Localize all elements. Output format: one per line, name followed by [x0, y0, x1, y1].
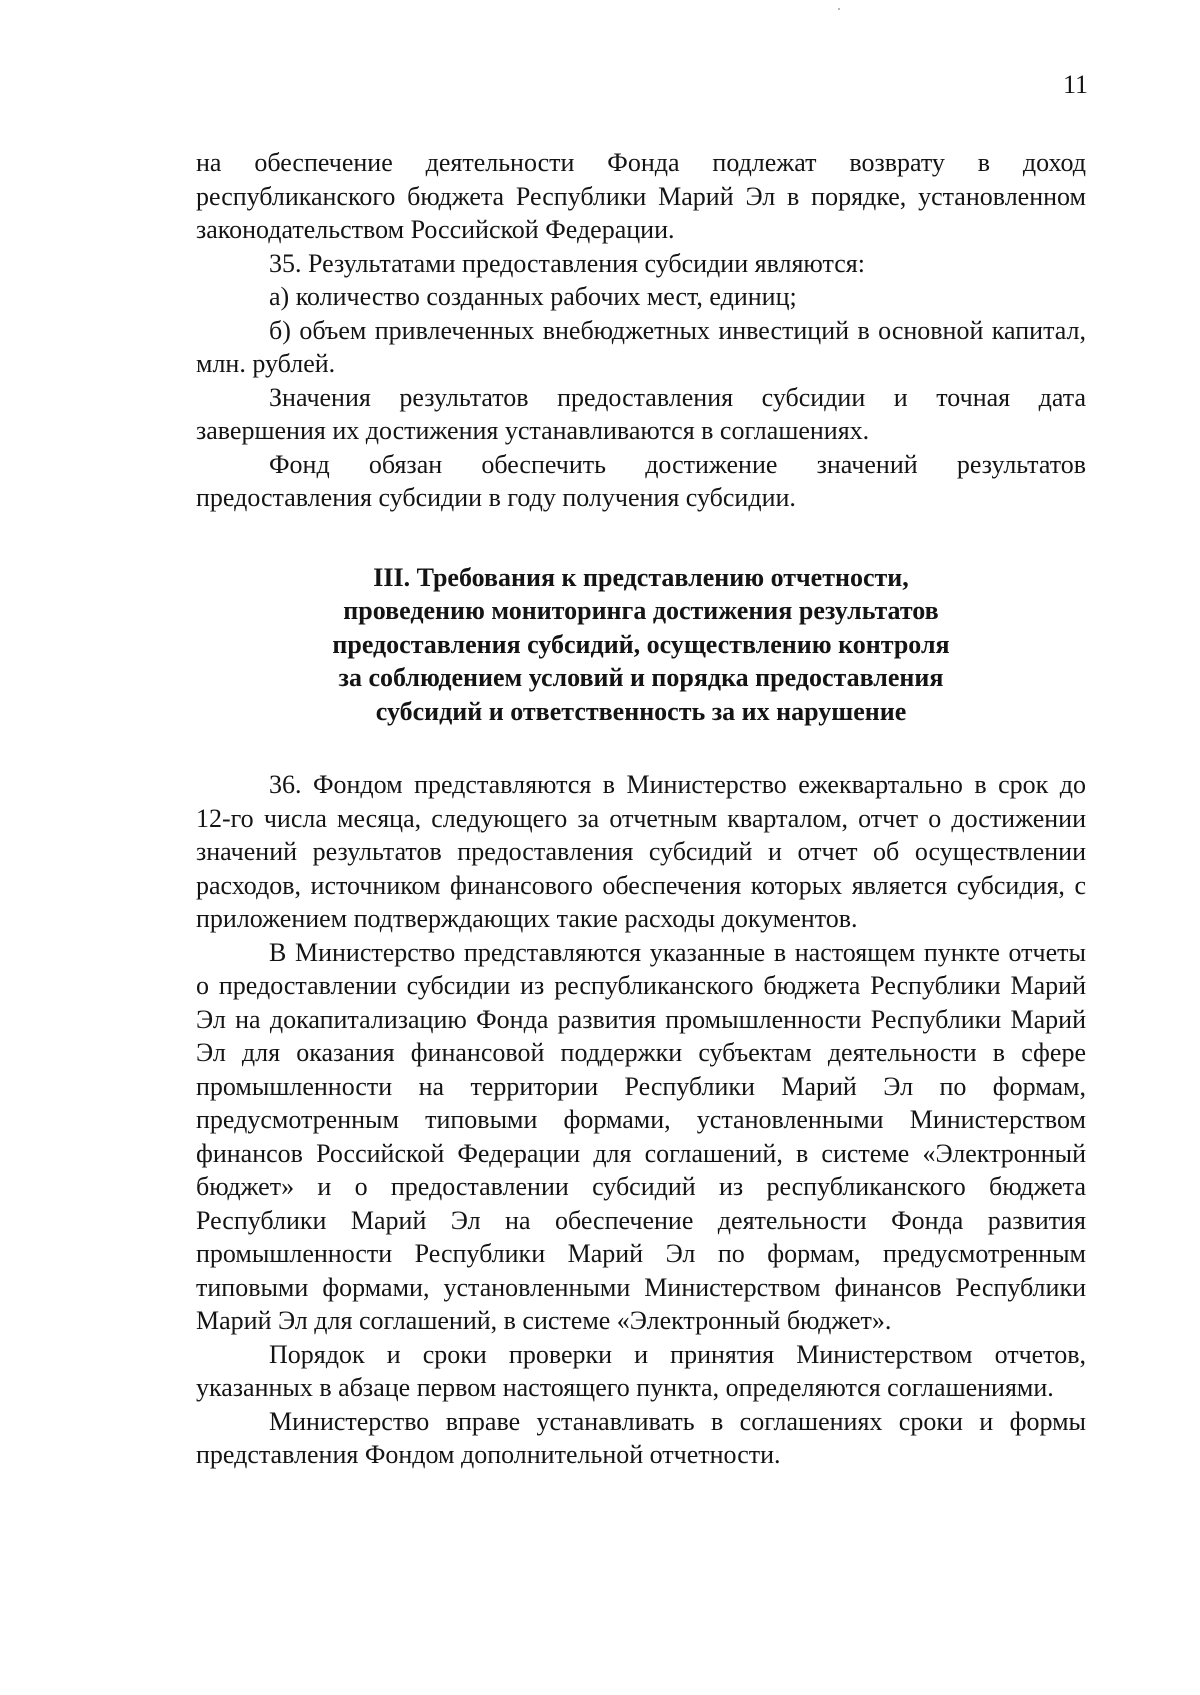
document-body	[196, 146, 1086, 1472]
heading-line: субсидий и ответственность за их нарушение	[375, 696, 907, 726]
paragraph: Порядок и сроки проверки и принятия Министерством отчетов, указанных в абзаце первом настоящего пункта, определяются соглашениями.	[196, 1339, 1086, 1402]
paragraph: Министерство вправе устанавливать в соглашениях сроки и формы представления Фондом дополнительной отчетности.	[196, 1406, 1086, 1469]
paragraph: 35. Результатами предоставления субсидии являются:	[269, 248, 865, 278]
paragraphs-after-heading	[196, 768, 1086, 1472]
paragraph: Фонд обязан обеспечить достижение значений результатов предоставления субсидии в году получения субсидии.	[196, 449, 1086, 512]
paragraphs-before-heading	[196, 146, 1086, 515]
page-number: 11	[1062, 70, 1088, 99]
paragraph: б) объем привлеченных внебюджетных инвестиций в основной капитал, млн. рублей.	[196, 315, 1086, 378]
paragraph: а) количество созданных рабочих мест, единиц;	[269, 282, 797, 311]
heading-line: III. Требования к представлению отчетности,	[373, 562, 909, 592]
paragraph: 36. Фондом представляются в Министерство ежеквартально в срок до 12-го числа месяца, следующего за отчетным кварталом, отчет о достижении значений результатов предоставления субсидий и отчет об осуществлении расходов, источником финансового обеспечения которых является субсидия, с приложением подтверждающих такие расходы документов.	[196, 770, 1086, 933]
paragraph: В Министерство представляются указанные в настоящем пункте отчеты о предоставлении субсидии из республиканского бюджета Республики Марий Эл на докапитализацию Фонда развития промышленности Республики Марий Эл для оказания финансовой поддержки субъектам деятельности в сфере промышленности на территории Республики Марий Эл по формам, предусмотренным типовыми формами, установленными Министерством финансов Российской Федерации для соглашений, в системе «Электронный бюджет» и о предоставлении субсидий из республиканского бюджета Республики Марий Эл на обеспечение деятельности Фонда развития промышленности Республики Марий Эл по формам, предусмотренным типовыми формами, установленными Министерством финансов Республики Марий Эл для соглашений, в системе «Электронный бюджет».	[196, 937, 1086, 1335]
heading-line: предоставления субсидий, осуществлению контроля	[332, 629, 950, 659]
heading-line: проведению мониторинга достижения результатов	[343, 596, 939, 625]
heading-line: за соблюдением условий и порядка предоставления	[338, 663, 944, 692]
paragraph: на обеспечение деятельности Фонда подлежат возврату в доход республиканского бюджета Республики Марий Эл в порядке, установленном законодательством Российской Федерации.	[196, 148, 1086, 244]
section-heading	[196, 561, 1086, 729]
paragraph: Значения результатов предоставления субсидии и точная дата завершения их достижения устанавливаются в соглашениях.	[196, 382, 1086, 445]
scan-speck	[838, 8, 840, 10]
